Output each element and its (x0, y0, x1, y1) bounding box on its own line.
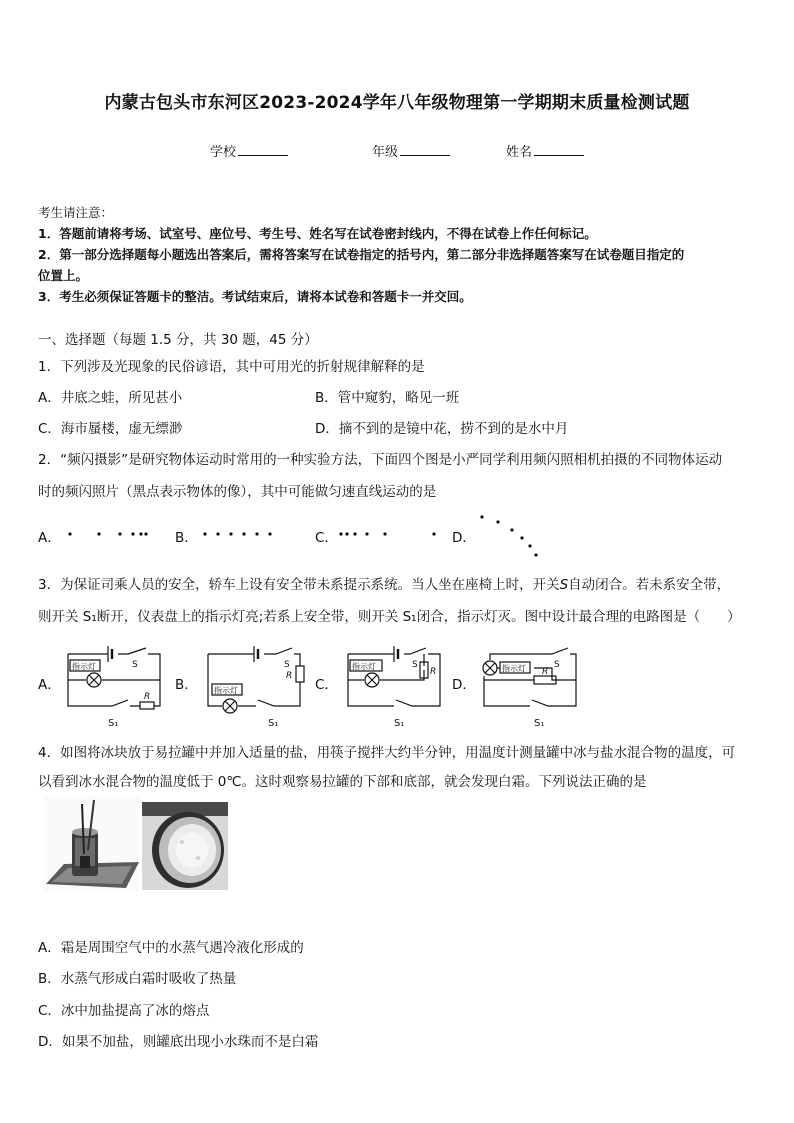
school-field: 学校 (210, 141, 288, 160)
q3-label-a: A． (38, 677, 61, 693)
q1-option-b: B．管中窥豹，略见一班 (315, 390, 460, 406)
strobe-dot (345, 532, 348, 535)
name-field: 姓名 (506, 141, 584, 160)
lamp-label: 指示灯 (352, 662, 376, 671)
q2-label-a: A． (38, 530, 61, 546)
strobe-dot (144, 532, 147, 535)
resistor-label: R (430, 667, 437, 677)
circuit-d (482, 640, 582, 730)
strobe-dot (255, 532, 258, 535)
switch-s-label: S (412, 660, 418, 670)
q1-option-d: D．摘不到的是镜中花，捞不到的是水中月 (315, 421, 569, 437)
strobe-dot (229, 532, 232, 535)
resistor-label: R (144, 692, 151, 702)
q3-stem-line2: 则开关 S₁断开，仪表盘上的指示灯亮;若系上安全带，则开关 S₁闭合，指示灯灭。图中设计最合理的电路图是（ ） (38, 609, 741, 625)
strobe-dot (480, 515, 483, 518)
q2-stem-line2: 时的频闪照片（黑点表示物体的像），其中可能做匀速直线运动的是 (38, 484, 437, 500)
strobe-dot (520, 536, 523, 539)
strobe-dot (432, 532, 435, 535)
q1-option-c: C．海市蜃楼，虚无缥渺 (38, 421, 183, 437)
q2-label-d: D． (452, 530, 476, 546)
section-heading: 一、选择题（每题 1.5 分，共 30 题，45 分） (38, 332, 318, 348)
page-title: 内蒙古包头市东河区2023-2024学年八年级物理第一学期期末质量检测试题 (104, 93, 690, 113)
switch-s1-label: S₁ (534, 718, 545, 729)
strobe-dot (353, 532, 356, 535)
q4-option-c: C．冰中加盐提高了冰的熔点 (38, 1003, 210, 1019)
notice-item-1: 1．答题前请将考场、试室号、座位号、考生号、姓名写在试卷密封线内，不得在试卷上作任何标记。 (38, 226, 597, 241)
ice-can-photo (44, 796, 139, 891)
q2-label-b: B． (175, 530, 198, 546)
strobe-dot (496, 520, 499, 523)
lamp-label: 指示灯 (214, 686, 238, 695)
q3-label-b: B． (175, 677, 198, 693)
strobe-dot (203, 532, 206, 535)
notice-item-2-cont: 位置上。 (38, 268, 89, 283)
q3-label-d: D． (452, 677, 476, 693)
frosted-can-photo (142, 802, 228, 890)
strobe-dot (242, 532, 245, 535)
strobe-dot (528, 544, 531, 547)
circuit-c (346, 640, 446, 730)
strobe-dot (268, 532, 271, 535)
switch-s1-label: S₁ (268, 718, 279, 729)
switch-s1-label: S₁ (108, 718, 119, 729)
lamp-label: 指示灯 (72, 662, 96, 671)
q4-stem-line2: 以看到冰水混合物的温度低于 0℃。这时观察易拉罐的下部和底部，就会发现白霜。下列说法正确的是 (38, 774, 647, 790)
q1-stem: 1．下列涉及光现象的民俗谚语，其中可用光的折射规律解释的是 (38, 359, 425, 375)
q4-option-a: A．霜是周围空气中的水蒸气遇冷液化形成的 (38, 940, 304, 956)
notice-item-3: 3．考生必须保证答题卡的整洁。考试结束后，请将本试卷和答题卡一并交回。 (38, 289, 472, 304)
strobe-dot (131, 532, 134, 535)
strobe-dot (383, 532, 386, 535)
switch-s-label: S (284, 660, 290, 670)
q2-label-c: C． (315, 530, 338, 546)
switch-s-label: S (132, 660, 138, 670)
switch-s-label: S (554, 660, 560, 670)
q3-label-c: C． (315, 677, 338, 693)
strobe-dot (339, 532, 342, 535)
strobe-dot (118, 532, 121, 535)
q2-stem-line1: 2．“频闪摄影”是研究物体运动时常用的一种实验方法，下面四个图是小严同学利用频闪照相机拍摄的不同物体运动 (38, 452, 723, 468)
circuit-a (66, 640, 166, 730)
q1-option-a: A．井底之蛙，所见甚小 (38, 390, 183, 406)
q4-option-d: D．如果不加盐，则罐底出现小水珠而不是白霜 (38, 1034, 319, 1050)
strobe-dot (139, 532, 142, 535)
strobe-dot (365, 532, 368, 535)
strobe-dot (534, 553, 537, 556)
notice-heading: 考生请注意： (38, 205, 114, 220)
q4-stem-line1: 4．如图将冰块放于易拉罐中并加入适量的盐，用筷子搅拌大约半分钟，用温度计测量罐中冰与盐水混合物的温度，可 (38, 745, 736, 761)
resistor-label: R (286, 671, 293, 681)
circuit-b (206, 640, 306, 730)
strobe-dot (97, 532, 100, 535)
lamp-label: 指示灯 (502, 664, 526, 673)
strobe-dot (216, 532, 219, 535)
notice-item-2: 2．第一部分选择题每小题选出答案后，需将答案写在试卷指定的括号内，第二部分非选择题答案写在试卷题目指定的 (38, 247, 685, 262)
grade-field: 年级 (372, 141, 450, 160)
q3-stem-line1: 3．为保证司乘人员的安全，轿车上设有安全带未系提示系统。当人坐在座椅上时，开关S自动闭合。若未系安全带， (38, 577, 731, 593)
q4-option-b: B．水蒸气形成白霜时吸收了热量 (38, 971, 237, 987)
switch-s1-label: S₁ (394, 718, 405, 729)
strobe-dot (68, 532, 71, 535)
strobe-dot (510, 528, 513, 531)
resistor-label: R (542, 667, 549, 677)
